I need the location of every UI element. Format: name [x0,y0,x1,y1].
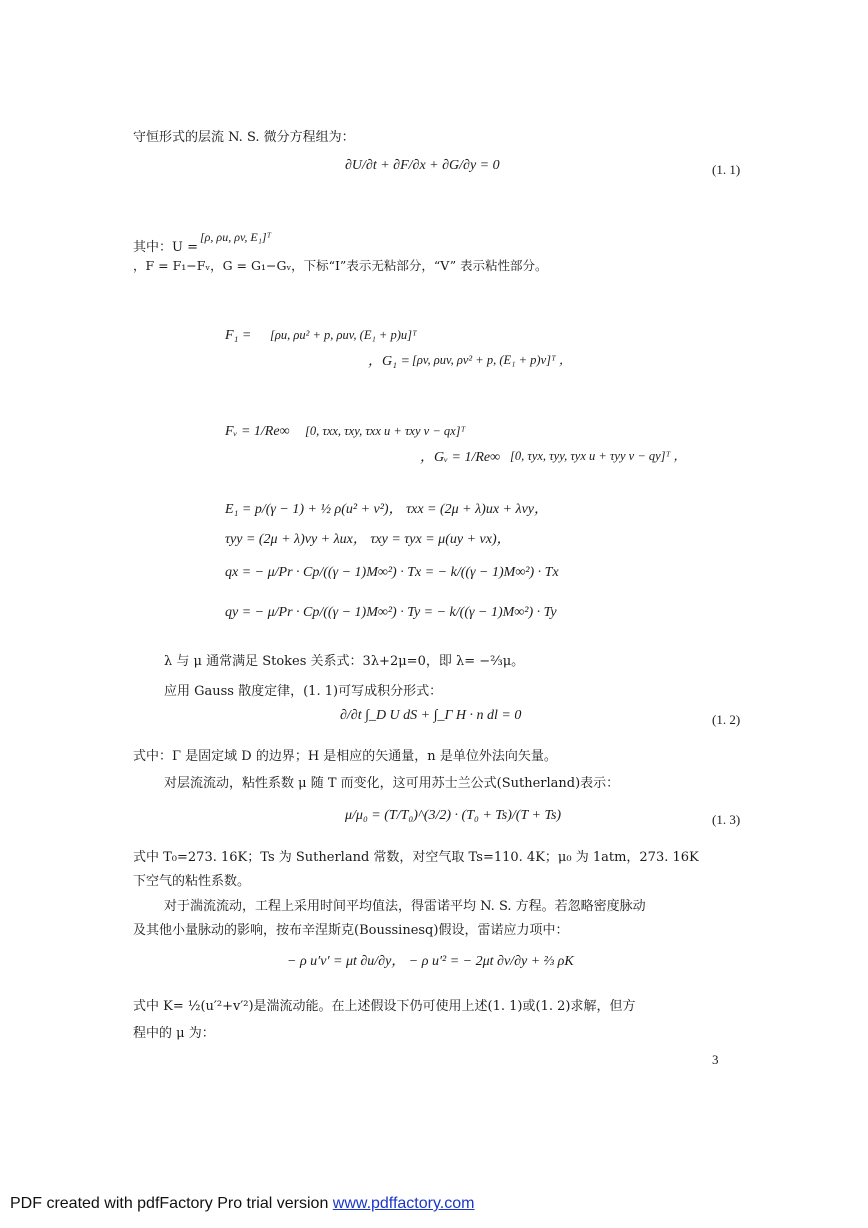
eq3-explanation-line1: 式中 T₀=273. 16K；Ts 为 Sutherland 常数，对空气取 Ts=110. 4K；μ₀ 为 1atm，273. 16K [133,850,699,865]
turbulence-paragraph-line2: 及其他小量脉动的影响，按布辛涅斯克(Boussinesq)假设，雷诺应力项中： [133,923,569,938]
gv-label: ，Gᵥ = 1/Re∞ [420,450,501,465]
where-text: ，F = F₁−Fᵥ，G = G₁−Gᵥ，下标“I”表示无粘部分，“V” 表示粘性部分。 [133,258,548,273]
eq2-explanation: 式中：Γ 是固定域 D 的边界；H 是相应的矢通量，n 是单位外法向矢量。 [133,749,557,764]
qy-definition: qy = − μ/Pr · Cp/((γ − 1)M∞²) · Ty = − k/((γ − 1)M∞²) · Ty [225,605,557,620]
where-prefix: 其中：U = [133,240,198,255]
page-number: 3 [712,1052,719,1067]
turbulence-paragraph-line1: 对于湍流流动，工程上采用时间平均值法，得雷诺平均 N. S. 方程。若忽略密度脉动 [164,899,646,914]
gv-vector: [0, τyx, τyy, τyx u + τyy v − qy]ᵀ ， [510,449,686,463]
gi-label: ，G₁ = [368,354,410,369]
equation-number-1-1: (1. 1) [712,162,741,177]
fv-label: Fᵥ = 1/Re∞ [225,424,290,439]
fi-vector: [ρu, ρu² + p, ρuv, (E₁ + p)u]ᵀ [270,328,417,342]
u-vector: [ρ, ρu, ρv, E₁]ᵀ [200,230,272,244]
stokes-relation: λ 与 μ 通常满足 Stokes 关系式：3λ+2μ=0，即 λ= −⅔μ。 [164,654,525,669]
equation-1-2: ∂/∂t ∫_D U dS + ∫_Γ H · n dl = 0 [340,708,522,723]
qx-definition: qx = − μ/Pr · Cp/((γ − 1)M∞²) · Tx = − k/((γ − 1)M∞²) · Tx [225,565,559,580]
reynolds-stress-equation: − ρ u′v′ = μt ∂u/∂y， − ρ u′² = − 2μt ∂v/∂y + ⅔ ρK [287,954,574,969]
gi-vector: [ρv, ρuv, ρv² + p, (E₁ + p)v]ᵀ ， [412,353,572,367]
fv-vector: [0, τxx, τxy, τxx u + τxy v − qx]ᵀ [305,424,466,438]
eq3-explanation-line2: 下空气的粘性系数。 [133,874,251,889]
tau-definition: τyy = (2μ + λ)vy + λux， τxy = τyx = μ(uy + vx)， [225,532,511,547]
k-definition-line2: 程中的 μ 为： [133,1026,215,1041]
intro-text: 守恒形式的层流 N. S. 微分方程组为： [133,130,355,145]
equation-1-1: ∂U/∂t + ∂F/∂x + ∂G/∂y = 0 [345,158,500,173]
fi-label: F₁ = [225,328,252,343]
equation-1-3: μ/μ₀ = (T/T₀)^(3/2) · (T₀ + Ts)/(T + Ts) [345,808,562,823]
footer-text: PDF created with pdfFactory Pro trial version [10,1195,333,1212]
pdffactory-link[interactable]: www.pdffactory.com [332,1195,475,1212]
sutherland-intro: 对层流流动，粘性系数 μ 随 T 而变化，这可用苏士兰公式(Sutherland)表示： [164,776,620,791]
pdf-footer [10,1195,474,1213]
equation-number-1-2: (1. 2) [712,712,741,727]
e1-definition: E₁ = p/(γ − 1) + ½ ρ(u² + v²)， τxx = (2μ + λ)ux + λvy， [225,502,548,517]
equation-number-1-3: (1. 3) [712,812,741,827]
gauss-intro: 应用 Gauss 散度定律，(1. 1)可写成积分形式： [164,684,443,699]
k-definition-line1: 式中 K= ½(u′²+v′²)是湍流动能。在上述假设下仍可使用上述(1. 1)或(1. 2)求解，但方 [133,999,636,1014]
